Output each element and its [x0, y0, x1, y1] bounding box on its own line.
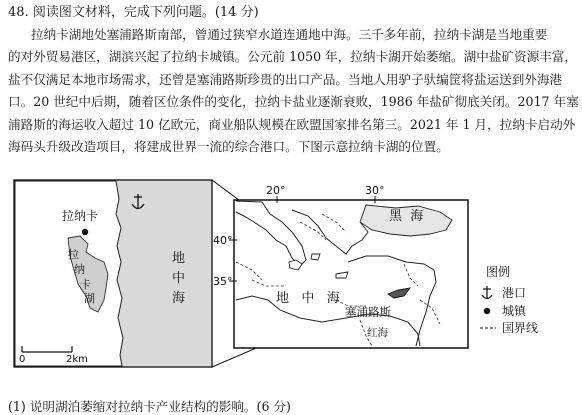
sub-question: (1) 说明湖泊萎缩对拉纳卡产业结构的影响。(6 分)	[8, 399, 291, 414]
paragraph-line: 浦路斯的海运收入超过 10 亿欧元，商业船队规模在欧盟国家排名第三。2021 年 1 月，拉纳卡启动外	[8, 116, 576, 132]
cyprus-label: 塞浦路斯	[345, 305, 391, 319]
regional-map	[213, 184, 468, 348]
legend	[480, 264, 538, 335]
paragraph-line: 口。20 世纪中后期，随着区位条件的变化，拉纳卡盐业逐渐衰败，1986 年盐矿彻底关闭。2017 年塞	[8, 94, 579, 110]
sea-label-char: 地	[172, 251, 186, 266]
question-number: 48.	[8, 5, 29, 20]
med-sea-label: 地 中 海	[276, 291, 340, 306]
paragraph-line: 的对外贸易港区，湖滨兴起了拉纳卡城镇。公元前 1050 年，拉纳卡湖开始萎缩。湖中盐矿资源丰富，	[8, 49, 577, 65]
island	[311, 254, 320, 260]
legend-town-icon	[484, 308, 490, 314]
lake-label-char: 拉	[68, 248, 79, 261]
scale-end: 2km	[66, 354, 88, 365]
local-map	[14, 180, 212, 367]
sea-label-char: 中	[172, 271, 186, 286]
question-stem: 阅读图文材料，完成下列问题。(14 分)	[32, 5, 259, 20]
town-label: 拉纳卡	[62, 209, 99, 223]
paragraph-line: 盐不仅满足本地市场需求，还曾是塞浦路斯珍贵的出口产品。当地人用驴子驮编筐将盐运送到外海港	[8, 71, 563, 87]
scale-zero: 0	[19, 354, 26, 365]
legend-title: 图例	[486, 265, 511, 279]
lake-label-char: 纳	[74, 263, 85, 276]
paragraph-line: 拉纳卡湖地处塞浦路斯南部，曾通过狭窄水道连通地中海。三千多年前，拉纳卡湖是当地重要	[31, 27, 548, 42]
paragraph-line: 海码头升级改造项目，将建成世界一流的综合港口。下图示意拉纳卡湖的位置。	[8, 139, 449, 155]
legend-town-label: 城镇	[502, 304, 527, 318]
legend-border-label: 国界线	[502, 321, 539, 335]
lake-label-char: 卡	[80, 278, 91, 291]
black-sea-label: 黑 海	[389, 209, 424, 224]
lake-label-char: 湖	[84, 292, 95, 305]
lat-label: 40°	[213, 234, 233, 247]
sea-label-char: 海	[172, 291, 186, 306]
town-icon	[82, 229, 88, 235]
red-sea-label: 红海	[367, 327, 388, 339]
lon-label: 30°	[365, 184, 385, 197]
legend-port-icon	[482, 286, 492, 299]
legend-port-label: 港口	[502, 286, 527, 300]
lat-label: 35°	[213, 275, 233, 288]
lon-label: 20°	[266, 184, 286, 197]
